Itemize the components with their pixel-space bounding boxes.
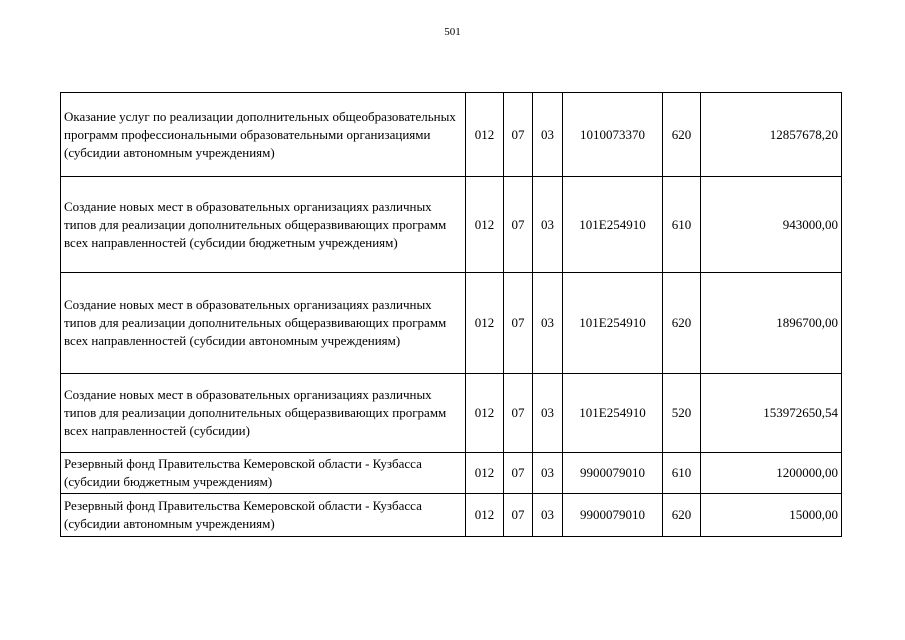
ministry-code-cell: 012 (466, 273, 504, 374)
expense-type-cell: 520 (663, 374, 701, 453)
expense-type-cell: 610 (663, 177, 701, 273)
table-row (61, 453, 842, 494)
ministry-code-cell: 012 (466, 494, 504, 537)
target-article-cell: 101E254910 (563, 273, 663, 374)
section-code-cell: 07 (504, 273, 533, 374)
subsection-code-cell: 03 (533, 374, 563, 453)
amount-cell: 943000,00 (701, 177, 842, 273)
row-name-cell: Создание новых мест в образовательных организациях различных типов для реализации дополнительных общеразвивающих программ всех направленностей (субсидии автономным учреждениям) (61, 273, 466, 374)
target-article-cell: 9900079010 (563, 453, 663, 494)
row-name-cell: Резервный фонд Правительства Кемеровской области - Кузбасса (субсидии автономным учреждениям) (61, 494, 466, 537)
amount-cell: 1200000,00 (701, 453, 842, 494)
subsection-code-cell: 03 (533, 93, 563, 177)
table-row (61, 374, 842, 453)
section-code-cell: 07 (504, 453, 533, 494)
budget-table (60, 92, 842, 537)
row-name-cell: Создание новых мест в образовательных организациях различных типов для реализации дополнительных общеразвивающих программ всех направленностей (субсидии бюджетным учреждениям) (61, 177, 466, 273)
ministry-code-cell: 012 (466, 93, 504, 177)
amount-cell: 15000,00 (701, 494, 842, 537)
row-name-cell: Создание новых мест в образовательных организациях различных типов для реализации дополнительных общеразвивающих программ всех направленностей (субсидии) (61, 374, 466, 453)
amount-cell: 1896700,00 (701, 273, 842, 374)
expense-type-cell: 620 (663, 93, 701, 177)
target-article-cell: 101E254910 (563, 374, 663, 453)
expense-type-cell: 620 (663, 494, 701, 537)
section-code-cell: 07 (504, 177, 533, 273)
expense-type-cell: 610 (663, 453, 701, 494)
target-article-cell: 101E254910 (563, 177, 663, 273)
subsection-code-cell: 03 (533, 273, 563, 374)
page-number: 501 (444, 26, 461, 38)
section-code-cell: 07 (504, 494, 533, 537)
ministry-code-cell: 012 (466, 374, 504, 453)
table-row (61, 177, 842, 273)
table-row (61, 273, 842, 374)
subsection-code-cell: 03 (533, 453, 563, 494)
row-name-cell: Оказание услуг по реализации дополнительных общеобразовательных программ профессиональными образовательными организациями (субсидии автономным учреждениям) (61, 93, 466, 177)
subsection-code-cell: 03 (533, 494, 563, 537)
target-article-cell: 1010073370 (563, 93, 663, 177)
section-code-cell: 07 (504, 374, 533, 453)
amount-cell: 12857678,20 (701, 93, 842, 177)
target-article-cell: 9900079010 (563, 494, 663, 537)
section-code-cell: 07 (504, 93, 533, 177)
ministry-code-cell: 012 (466, 177, 504, 273)
ministry-code-cell: 012 (466, 453, 504, 494)
table-row (61, 93, 842, 177)
row-name-cell: Резервный фонд Правительства Кемеровской области - Кузбасса (субсидии бюджетным учреждениям) (61, 453, 466, 494)
table-row (61, 494, 842, 537)
subsection-code-cell: 03 (533, 177, 563, 273)
expense-type-cell: 620 (663, 273, 701, 374)
amount-cell: 153972650,54 (701, 374, 842, 453)
